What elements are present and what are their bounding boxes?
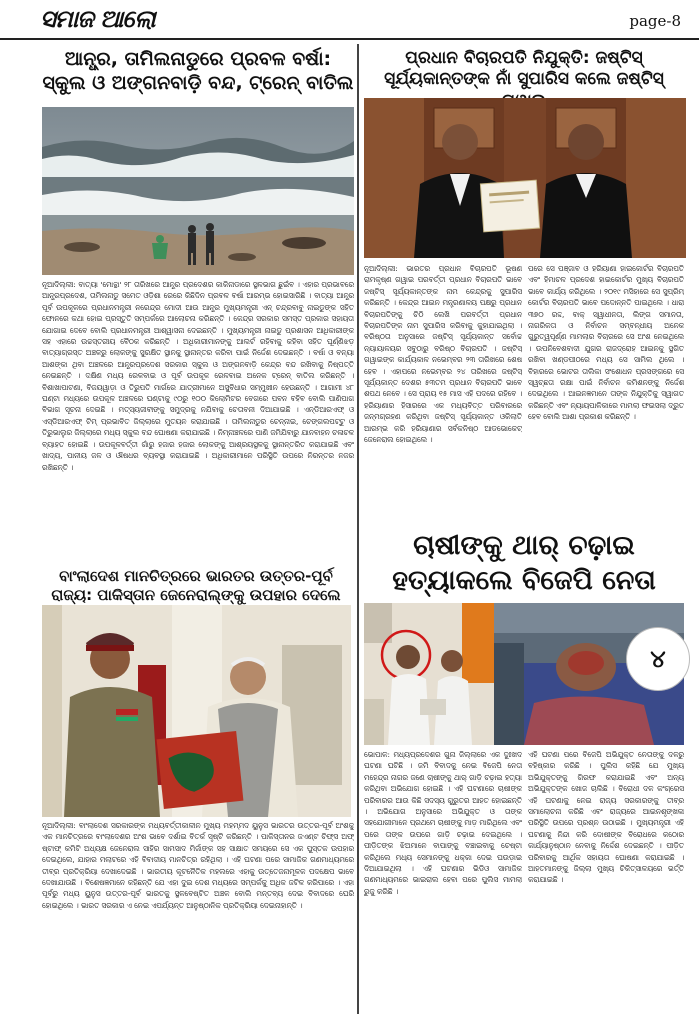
page-number: page-8 <box>629 12 681 30</box>
article-floods-body: ନୂଆଦିଲ୍ଲୀ: ବାତ୍ୟା 'ମୋନ୍ଥା' ୨୮ ତାରିଖରେ ଆନ୍ଧ୍ର ପ୍ରଦେଶର କାକିନାଡାରେ ସ୍ଥଳଭାଗ ଛୁଇଁବ । ଏହାର ପ୍ରଭାବରେ ଆନ୍ଧ୍ରପ୍ରଦେଶ, ତାମିଲନାଡୁ ସମେତ ଓଡ଼ିଶା ରେରେ କିଛିଦିନ ପ୍ରବଳ ବର୍ଷା ଆରମ୍ଭ ହୋଇସାରିଛି । ବାତ୍ୟା ଆନ୍ଧ୍ର ପୂର୍ବ ଉପକୂଳରେ ପ୍ରଧାନମନ୍ତ୍ରୀ ନରେନ୍ଦ୍ର ମୋଦୀ ଆଉ ଆନ୍ଧ୍ର ମୁଖ୍ୟମନ୍ତ୍ରୀ ଏନ୍ ଚନ୍ଦ୍ରବାବୁ ନାଇଡୁଙ୍କ ସହିତ ଫୋନରେ କଥା ହୋଇ ପ୍ରସ୍ତୁତି ସମ୍ପର୍କରେ ଆଲୋଚନା କରିଛନ୍ତି । କେନ୍ଦ୍ର ସରକାର ସମସ୍ତ ପ୍ରକାର ସହାୟତା ଯୋଗାଇ ଦେବେ ବୋଲି ପ୍ରଧାନମନ୍ତ୍ରୀ ଆଶ୍ୱାସନା ଦେଇଛନ୍ତି । ମୁଖ୍ୟମନ୍ତ୍ରୀ ନାଇଡୁ ପ୍ରଶାସନ ଆଧିକାରୀଙ୍କ ସହ ଏହାରେ ଉଚ୍ଚସ୍ତରୀୟ ବୈଠକ କରିଛନ୍ତି । ଅଧିକାରୀମାନଙ୍କୁ ଆଲର୍ଟ ରହିବାକୁ କହିବା ସହିତ ଘୂର୍ଣ୍ଣିଝଡ଼ ବାତ୍ୟାଗ୍ରସ୍ତ ଅଞ୍ଚଳରୁ ଲୋକଙ୍କୁ ସୁରକ୍ଷିତ ସ୍ଥାନକୁ ସ୍ଥାନାନ୍ତର କରିବା ପାଇଁ ନିର୍ଦ୍ଦେଶ ଦେଇଛନ୍ତି । ବର୍ଷା ଓ ବନ୍ୟା ଆଶଙ୍କା ଥିବା ଅଞ୍ଚଳରେ ଆନ୍ଧ୍ରପ୍ରଦେଶ ସରକାର ସ୍କୁଲ ଓ ଅଙ୍ଗନବାଡ଼ି କେନ୍ଦ୍ର ବନ୍ଦ ରଖିବାକୁ ନିଷ୍ପତ୍ତି ନେଇଛନ୍ତି । ଦକ୍ଷିଣ ମଧ୍ୟ ରେଳବାଇ ଓ ପୂର୍ବ ଉପକୂଳ ରେଳବାଇ ଅନେକ ଟ୍ରେନ୍ ବାତିଲ କରିଛନ୍ତି । ବିଶାଖାପାଟଣା, ବିଜୟୱାଡ଼ା ଓ ତିରୁପତି ମାର୍ଗରେ ଯାତ୍ରୀମାନେ ଅସୁବିଧାର ସମ୍ମୁଖୀନ ହେଉଛନ୍ତି । ଆଗାମୀ ୪୮ ଘଣ୍ଟା ମଧ୍ୟରେ ଉପକୂଳ ଅଞ୍ଚଳରେ ଘଣ୍ଟାକୁ ୯୦ରୁ ୧୦୦ କିଲୋମିଟର ବେଗରେ ପବନ ବହିବ ବୋଲି ପାଣିପାଗ ବିଭାଗ ସୂଚନା ଦେଇଛି । ମତ୍ସ୍ୟଜୀବୀଙ୍କୁ ସମୁଦ୍ରକୁ ନଯିବାକୁ ଚେତାବନୀ ଦିଆଯାଇଛି । ଏନ୍‌ଡିଆରଏଫ୍ ଓ ଏସ୍‌ଡିଆରଏଫ୍ ଟିମ୍ ପ୍ରଭାବିତ ଜିଲ୍ଲାରେ ମୁତୟନ କରାଯାଇଛି । ତାମିଲନାଡୁର ଚେନ୍ନାଇ, ଚେଙ୍ଗଲପଟ୍ଟୁ ଓ ତିରୁଭାଲୁର ଜିଲ୍ଲାରେ ମଧ୍ୟ ସ୍କୁଲ ବନ୍ଦ ଘୋଷଣା କରାଯାଇଛି । ନିମ୍ନାଞ୍ଚଳରେ ପାଣି ଜମିଯିବାରୁ ଯାନବାହନ ଚଳାଚଳ ବ୍ୟାହତ ହୋଇଛି । ଉପକୂଳବର୍ତ୍ତୀ ଗାଁରୁ ହଜାର ହଜାର ଲୋକଙ୍କୁ ଆଶ୍ରୟସ୍ଥଳକୁ ସ୍ଥାନାନ୍ତରିତ କରାଯାଇଛି ଏବଂ ଖାଦ୍ୟ, ପାନୀୟ ଜଳ ଓ ଔଷଧର ବ୍ୟବସ୍ଥା କରାଯାଇଛି । ଅଧିକାରୀମାନେ ପରିସ୍ଥିତି ଉପରେ ନିରନ୍ତର ନଜର ରଖିଛନ୍ତି । <box>42 280 354 472</box>
newspaper-logo: ସମାଜ ଆଲୋ <box>40 4 155 33</box>
headline-bangladesh-map: ବାଂଲାଦେଶ ମାନଚିତ୍ରରେ ଭାରତର ଉତ୍ତର-ପୂର୍ବ ରାଜ୍ୟ: ପାକିସ୍ତାନ ଜେନେରାଲ୍‌ଙ୍କୁ ଉପହାର ଦେଲେ <box>51 567 341 604</box>
photo-leader-meeting <box>364 603 494 745</box>
masthead <box>0 0 699 40</box>
article-bangladesh-body: ନୂଆଦିଲ୍ଲୀ: ବାଂଲାଦେଶ ସରକାରଙ୍କ ମଧ୍ୟବର୍ତ୍ତୀକାଳୀନ ମୁଖ୍ୟ ମହମ୍ମଦ ୟୁନୁସ ଭାରତର ଉତ୍ତର-ପୂର୍ବ ଅଂଶକୁ ଏକ ମାନଚିତ୍ରରେ ବାଂଲାଦେଶର ଅଂଶ ଭାବେ ଦର୍ଶାଇ ବିତର୍କ ସୃଷ୍ଟି କରିଛନ୍ତି । ପାକିସ୍ତାନର ଜଏଣ୍ଟ ଚିଫ୍ସ ଅଫ୍ ଷ୍ଟାଫ୍ କମିଟି ଅଧ୍ୟକ୍ଷ ଜେନେରାଲ ସାହିର ସାମସାଦ ମିର୍ଜାଙ୍କ ସହ ସାକ୍ଷାତ ସମୟରେ ସେ ଏକ ପୁସ୍ତକ ଉପହାର ଦେଇଥିଲେ, ଯାହାର ମଲାଟରେ ଏହି ବିବାଦୀୟ ମାନଚିତ୍ର ରହିଥିଲା । ଏହି ଘଟଣା ପରେ ସାମାଜିକ ଗଣମାଧ୍ୟମରେ ତୀବ୍ର ପ୍ରତିକ୍ରିୟା ଦେଖାଦେଇଛି । ଭାରତୀୟ କୂଟନୈତିକ ମହଲରେ ଏହାକୁ ଉତ୍ତେଜନାମୂଳକ ପଦକ୍ଷେପ ଭାବେ ଦେଖାଯାଉଛି । ବିଶେଷଜ୍ଞମାନେ କହିଛନ୍ତି ଯେ ଏହା ଦୁଇ ଦେଶ ମଧ୍ୟରେ ସମ୍ପର୍କକୁ ଅଧିକ ଜଟିଳ କରିପାରେ । ଏହା ପୂର୍ବରୁ ମଧ୍ୟ ୟୁନୁସ ଉତ୍ତର-ପୂର୍ବ ଭାରତକୁ ସ୍ଥଳବେଷ୍ଟିତ ଅଞ୍ଚଳ ବୋଲି ମନ୍ତବ୍ୟ ଦେଇ ବିବାଦରେ ଘେରି ହୋଇଥିଲେ । ଭାରତ ସରକାର ଏ ନେଇ ଏପର୍ଯ୍ୟନ୍ତ ଆନୁଷ୍ଠାନିକ ପ୍ରତିକ୍ରିୟା ଦେଇନାହାନ୍ତି । <box>42 821 354 910</box>
headline-bjp-leader: ଚାଷୀଙ୍କୁ ଥାର୍ ଚଢ଼ାଇ ହତ୍ୟାକଲେ ବିଜେପି ନେତା <box>392 530 656 597</box>
photo-general-and-yunus <box>42 605 351 817</box>
column-divider <box>357 44 359 1014</box>
photo-rough-sea <box>42 107 354 275</box>
photo-justices-handover <box>364 98 686 258</box>
article-chief-justice-col1: ନୂଆଦିଲ୍ଲୀ: ଭାରତର ପ୍ରଧାନ ବିଚାରପତି ଭୂଷଣ ରାମକୃଷ୍ଣ ଗୱାଇ ପରବର୍ତ୍ତୀ ପ୍ରଧାନ ବିଚାରପତି ଭାବେ ଜଷ୍ଟିସ୍ ସୂର୍ଯ୍ୟକାନ୍ତଙ୍କ ନାମ କେନ୍ଦ୍ରକୁ ସୁପାରିସ କରିଛନ୍ତି । କେନ୍ଦ୍ର ଆଇନ ମନ୍ତ୍ରଣାଳୟ ପକ୍ଷରୁ ପ୍ରଧାନ ବିଚାରପତିଙ୍କୁ ଚିଠି ଲେଖି ପରବର୍ତ୍ତୀ ପ୍ରଧାନ ବିଚାରପତିଙ୍କ ନାମ ସୁପାରିସ କରିବାକୁ କୁହାଯାଇଥିଲା । ବରିଷ୍ଠତା ଅନୁସାରେ ଜଷ୍ଟିସ୍ ସୂର୍ଯ୍ୟକାନ୍ତ ସର୍ବୋଚ୍ଚ ନ୍ୟାୟାଳୟର ସବୁଠାରୁ ବରିଷ୍ଠ ବିଚାରପତି । ଜଷ୍ଟିସ୍ ଗୱାଇଙ୍କ କାର୍ଯ୍ୟକାଳ ନଭେମ୍ବର ୨୩ ତାରିଖରେ ଶେଷ ହେବ । ଏହାପରେ ନଭେମ୍ବର ୨୪ ତାରିଖରେ ଜଷ୍ଟିସ୍ ସୂର୍ଯ୍ୟକାନ୍ତ ଦେଶର ୫୩ତମ ପ୍ରଧାନ ବିଚାରପତି ଭାବେ ଶପଥ ନେବେ । ସେ ପ୍ରାୟ ୧୫ ମାସ ଏହି ପଦରେ ରହିବେ । ହରିୟାଣାର ହିସାରରେ ଏକ ମଧ୍ୟବିତ୍ତ ପରିବାରରେ ଜନ୍ମଗ୍ରହଣ କରିଥିବା ଜଷ୍ଟିସ୍ ସୂର୍ଯ୍ୟକାନ୍ତ ଓକିଲାତି ଆରମ୍ଭ କରି ହରିୟାଣାର ସର୍ବକନିଷ୍ଠ ଆଡଭୋକେଟ୍ ଜେନେରାଲ ହୋଇଥିଲେ । <box>364 264 522 445</box>
page-jump-badge: ୪ <box>626 627 690 691</box>
article-bjp-col2: ଏହି ଘଟଣା ପରେ ବିଜେପି ଅଭିଯୁକ୍ତ ନେତାଙ୍କୁ ଦଳରୁ ବହିଷ୍କାର କରିଛି । ପୁଲିସ କହିଛି ଯେ ମୁଖ୍ୟ ଅଭିଯୁକ୍ତଙ୍କୁ ଗିରଫ କରାଯାଇଛି ଏବଂ ଅନ୍ୟ ଅଭିଯୁକ୍ତଙ୍କ ଖୋଜ ଚାଲିଛି । ବିରୋଧୀ ଦଳ କଂଗ୍ରେସ ଏହି ଘଟଣାକୁ ନେଇ ରାଜ୍ୟ ସରକାରଙ୍କୁ ତୀବ୍ର ସମାଲୋଚନା କରିଛି ଏବଂ ରାଜ୍ୟରେ ଆଇନଶୃଙ୍ଖଳା ପରିସ୍ଥିତି ଉପରେ ପ୍ରଶ୍ନ ଉଠାଇଛି । ମୁଖ୍ୟମନ୍ତ୍ରୀ ଏହି ଘଟଣାକୁ ନିନ୍ଦା କରି ଦୋଷୀଙ୍କ ବିରୋଧରେ କଠୋର କାର୍ଯ୍ୟାନୁଷ୍ଠାନ ନେବାକୁ ନିର୍ଦ୍ଦେଶ ଦେଇଛନ୍ତି । ପୀଡ଼ିତ ପରିବାରକୁ ଆର୍ଥିକ ସହାୟତା ଘୋଷଣା କରାଯାଇଛି । ଆହତମାନଙ୍କୁ ଜିଲ୍ଲା ମୁଖ୍ୟ ଚିକିତ୍ସାଳୟରେ ଭର୍ତ୍ତି କରାଯାଇଛି । <box>528 750 684 885</box>
headline-floods: ଆନ୍ଧ୍ର, ତାମିଲନାଡୁରେ ପ୍ରବଳ ବର୍ଷା: ସ୍କୁଲ ଓ ଅଙ୍ଗନବାଡ଼ି ବନ୍ଦ, ଟ୍ରେନ୍ ବାତିଲ <box>42 48 354 94</box>
article-chief-justice-col2: ପରେ ସେ ପଞ୍ଜାବ ଓ ହରିୟାଣା ହାଇକୋର୍ଟର ବିଚାରପତି ଏବଂ ହିମାଚଳ ପ୍ରଦେଶ ହାଇକୋର୍ଟର ମୁଖ୍ୟ ବିଚାରପତି ଭାବେ କାର୍ଯ୍ୟ କରିଥିଲେ । ୨୦୧୯ ମସିହାରେ ସେ ସୁପ୍ରିମ୍ କୋର୍ଟର ବିଚାରପତି ଭାବେ ପଦୋନ୍ନତି ପାଇଥିଲେ । ଧାରା ୩୭୦ ରଦ୍ଦ, ବାକ୍ ସ୍ୱାଧୀନତା, ଲିଙ୍ଗ ସମାନତା, ନାଗରିକତା ଓ ନିର୍ବାଚନ ସମ୍ବନ୍ଧୀୟ ଅନେକ ଗୁରୁତ୍ୱପୂର୍ଣ୍ଣ ମାମଲାର ବିଚାରରେ ସେ ଅଂଶ ନେଇଥିଲେ । ଉପନିବେଶବାଦୀ ଯୁଗର ରାଜଦ୍ରୋହ ଆଇନକୁ ସ୍ଥଗିତ ରଖିବା ଖଣ୍ଡପୀଠରେ ମଧ୍ୟ ସେ ସାମିଲ ଥିଲେ । ବିହାରରେ ଭୋଟର ତାଲିକା ସଂଶୋଧନ ପ୍ରସଙ୍ଗରେ ସେ ସ୍ୱଚ୍ଛତା ରକ୍ଷା ପାଇଁ ନିର୍ବାଚନ କମିଶନଙ୍କୁ ନିର୍ଦ୍ଦେଶ ଦେଇଥିଲେ । ଆଇନଜ୍ଞମାନେ ତାଙ୍କ ନିଯୁକ୍ତିକୁ ସ୍ୱାଗତ କରିଛନ୍ତି ଏବଂ ନ୍ୟାୟପାଳିକାରେ ମାମଲା ଫଇସଲା ଦ୍ରୁତ ହେବ ବୋଲି ଆଶା ପ୍ରକାଶ କରିଛନ୍ତି । <box>528 264 684 422</box>
article-bjp-col1: ଭୋପାଳ: ମଧ୍ୟପ୍ରଦେଶର ଗୁନା ଜିଲ୍ଲାରେ ଏକ ଦୁଃଖଦ ଘଟଣା ଘଟିଛି । ଜମି ବିବାଦକୁ ନେଇ ବିଜେପି ନେତା ମହେନ୍ଦ୍ର ନାଗର ଜଣେ ଚାଷୀଙ୍କୁ ଥାର୍ ଗାଡ଼ି ଚଢ଼ାଇ ହତ୍ୟା କରିଥିବା ଅଭିଯୋଗ ହୋଇଛି । ଏହି ଘଟଣାରେ ଚାଷୀଙ୍କ ପରିବାରର ଆଉ କିଛି ସଦସ୍ୟ ଗୁରୁତର ଆହତ ହୋଇଛନ୍ତି । ଅଭିଯୋଗ ଅନୁସାରେ ଅଭିଯୁକ୍ତ ଓ ତାଙ୍କ ସହଯୋଗୀମାନେ ପ୍ରଥମେ ଚାଷୀଙ୍କୁ ମାଡ଼ ମାରିଥିଲେ ଏବଂ ପରେ ତାଙ୍କ ଉପରେ ଗାଡ଼ି ଚଢ଼ାଇ ଦେଇଥିଲେ । ପୀଡ଼ିତଙ୍କ ଝିଅମାନେ ବାପାଙ୍କୁ ବଞ୍ଚାଇବାକୁ ଚେଷ୍ଟା କରିଥିଲେ ମଧ୍ୟ ସେମାନଙ୍କୁ ଧକ୍କା ଦେଇ ଘଉଡ଼ାଇ ଦିଆଯାଇଥିଲା । ଏହି ଘଟଣାର ଭିଡିଓ ସାମାଜିକ ଗଣମାଧ୍ୟମରେ ଭାଇରାଲ ହେବା ପରେ ପୁଲିସ ମାମଲା ରୁଜୁ କରିଛି । <box>364 750 522 896</box>
headline-chief-justice: ପ୍ରଧାନ ବିଚାରପତି ନିଯୁକ୍ତି: ଜଷ୍ଟିସ୍ ସୂର୍ଯ୍ୟକାନ୍ତଙ୍କ ନାଁ ସୁପାରିସ କଲେ ଜଷ୍ଟିସ୍ <box>384 48 664 90</box>
